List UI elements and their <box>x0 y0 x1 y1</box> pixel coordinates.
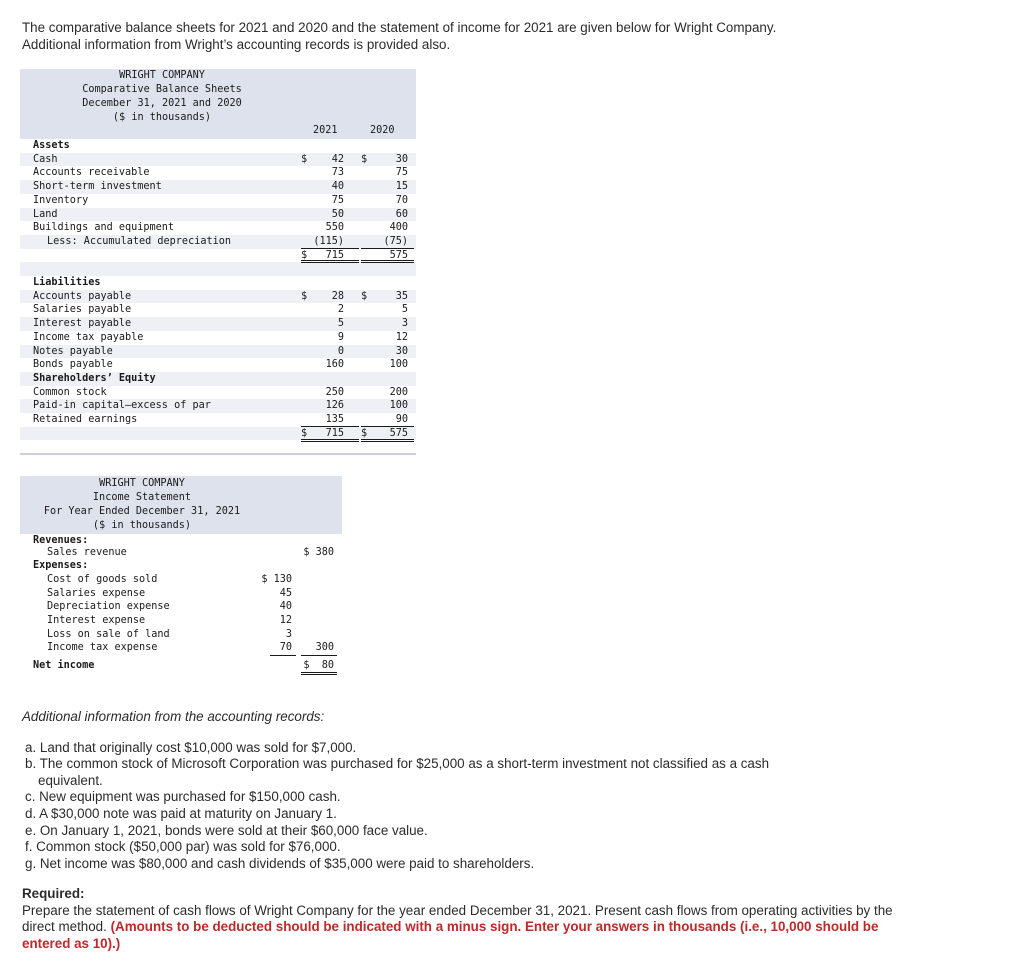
bs-row-label: Short-term investment <box>33 181 162 193</box>
bs-row <box>20 208 416 222</box>
is-row <box>20 546 342 560</box>
bs-row <box>20 166 416 180</box>
bs-dollar-2021: $ <box>301 153 308 165</box>
bs-title-company: WRIGHT COMPANY <box>119 70 205 81</box>
bs-row <box>20 317 416 331</box>
is-underline <box>301 674 337 675</box>
total-underline <box>361 248 414 249</box>
is-row <box>20 628 342 642</box>
bs-value-2021: 42 <box>331 153 344 165</box>
bs-row-label: Shareholders’ Equity <box>33 372 156 384</box>
bs-row-label: Common stock <box>33 386 107 398</box>
bs-value-2021: 28 <box>331 290 344 302</box>
total-underline <box>301 260 359 261</box>
bs-value-2021: 250 <box>325 386 344 398</box>
bs-dollar-2020: $ <box>361 427 368 439</box>
bs-value-2021: 126 <box>325 400 344 412</box>
bs-row <box>20 399 416 413</box>
is-underline <box>301 672 337 673</box>
bs-value-2020: 3 <box>401 318 408 330</box>
total-underline <box>301 441 359 442</box>
bs-row <box>20 153 416 167</box>
is-row <box>20 614 342 628</box>
is-value-total: $ 380 <box>303 547 334 558</box>
total-underline <box>361 439 414 440</box>
bs-row <box>20 290 416 304</box>
balance-sheet-header <box>20 69 416 139</box>
bs-value-2020: 400 <box>389 222 408 234</box>
bs-value-2021: 160 <box>325 359 344 371</box>
required-text-block <box>22 903 902 953</box>
is-row-label: Loss on sale of land <box>47 629 170 640</box>
bs-value-2020: 200 <box>389 386 408 398</box>
bs-value-2020: 35 <box>395 290 408 302</box>
bs-value-2020: 70 <box>395 194 408 206</box>
is-row <box>20 600 342 614</box>
bs-value-2021: 715 <box>325 427 344 439</box>
bs-value-2021: 50 <box>331 208 344 220</box>
bs-row-label: Land <box>33 208 58 220</box>
bs-value-2021: 135 <box>325 414 344 425</box>
required-emphasis: (Amounts to be deducted should be indicated with a minus sign. Enter your answers in thousands (i.e., 10,000 should be entered as 10).) <box>22 919 879 951</box>
bs-value-2020: 575 <box>389 249 408 261</box>
bs-row <box>20 358 416 372</box>
total-underline <box>301 439 359 440</box>
is-row-label: Income tax expense <box>47 642 158 653</box>
bs-dollar-2020: $ <box>361 290 368 302</box>
bs-row <box>20 180 416 194</box>
bs-row <box>20 194 416 208</box>
bs-title-units: ($ in thousands) <box>112 112 212 123</box>
bs-value-2021: 550 <box>325 222 344 234</box>
is-value-expense: 45 <box>279 588 292 599</box>
intro-line-1: The comparative balance sheets for 2021 and 2020 and the statement of income for 2021 are given below for Wright Company. <box>22 20 777 35</box>
is-row-label: Net income <box>33 660 95 671</box>
additional-item-b-wrap: equivalent. <box>38 772 103 788</box>
bs-row <box>20 345 416 359</box>
is-row-label: Cost of goods sold <box>47 574 158 585</box>
is-title-units: ($ in thousands) <box>92 520 192 531</box>
is-value-expense: 70 <box>279 642 292 653</box>
additional-item-b-cont <box>22 773 982 790</box>
intro-text <box>22 19 982 53</box>
is-underline <box>301 655 337 656</box>
bs-row-label: Inventory <box>33 194 89 206</box>
bs-value-2021: 75 <box>331 194 344 206</box>
additional-item-f: f. Common stock ($50,000 par) was sold for $76,000. <box>25 839 341 855</box>
col-header-2020: 2020 <box>370 125 395 136</box>
is-title-period: For Year Ended December 31, 2021 <box>43 506 241 517</box>
intro-line-2: Additional information from Wright’s accounting records is provided also. <box>22 37 451 52</box>
bs-title-date: December 31, 2021 and 2020 <box>82 98 242 109</box>
is-row-label: Expenses: <box>33 560 89 571</box>
total-underline <box>301 248 359 249</box>
additional-information <box>22 709 982 872</box>
bs-value-2021: 9 <box>337 331 344 343</box>
bs-value-2021: 0 <box>337 345 344 357</box>
bs-value-2020: 30 <box>395 345 408 357</box>
additional-item-e: e. On January 1, 2021, bonds were sold at their $60,000 face value. <box>25 822 428 838</box>
is-value-expense: 3 <box>285 629 292 640</box>
bs-value-2020: 15 <box>395 181 408 193</box>
is-row <box>20 587 342 601</box>
bs-row-label: Salaries payable <box>33 304 132 316</box>
bs-value-2021: 5 <box>337 318 344 330</box>
additional-item-c: c. New equipment was purchased for $150,000 cash. <box>25 789 341 805</box>
bs-row-label: Liabilities <box>33 277 101 288</box>
required-text: Prepare the statement of cash flows of Wright Company for the year ended December 31, 2021. Present cash flows from operating activities by the direct method. <box>22 902 893 935</box>
bs-value-2021: 2 <box>337 304 344 316</box>
bs-value-2021: 73 <box>331 167 344 179</box>
bs-value-2020: 100 <box>389 400 408 412</box>
bs-row <box>20 372 416 386</box>
additional-item-a: a. Land that originally cost $10,000 was sold for $7,000. <box>25 739 357 755</box>
bs-dollar-2021: $ <box>301 290 308 302</box>
bs-value-2020: 5 <box>401 304 408 316</box>
bs-value-2020: 90 <box>395 414 408 425</box>
bs-row-label: Bonds payable <box>33 359 113 371</box>
bs-value-2020: (75) <box>383 235 408 247</box>
bs-row-label: Paid-in capital—excess of par <box>33 400 211 412</box>
bs-row <box>20 276 416 290</box>
bs-value-2021: 715 <box>325 249 344 261</box>
is-value-expense: 40 <box>279 601 292 612</box>
bs-value-2021: (115) <box>313 235 344 247</box>
bs-value-2020: 60 <box>395 208 408 220</box>
total-underline <box>361 441 414 442</box>
is-underline <box>270 655 296 656</box>
is-value-total: 300 <box>315 642 334 653</box>
is-row-label: Sales revenue <box>47 547 127 558</box>
bs-value-2021: 40 <box>331 181 344 193</box>
is-row-label: Depreciation expense <box>47 601 170 612</box>
bs-row <box>20 427 416 441</box>
bs-row-label: Assets <box>33 140 70 151</box>
bs-dollar-2021: $ <box>301 249 308 261</box>
is-value-expense: 12 <box>279 615 292 626</box>
balance-sheet-table <box>20 69 416 455</box>
bs-value-2020: 75 <box>395 167 408 179</box>
bs-title-name: Comparative Balance Sheets <box>82 84 242 95</box>
required-section <box>22 886 902 952</box>
bs-row-label: Accounts payable <box>33 290 132 302</box>
required-heading: Required: <box>22 886 85 901</box>
bs-row <box>20 386 416 400</box>
bs-row <box>20 262 416 276</box>
is-row <box>20 641 342 655</box>
bs-row-label: Notes payable <box>33 345 113 357</box>
bs-dollar-2020: $ <box>361 153 368 165</box>
total-underline <box>301 426 359 427</box>
bs-row <box>20 139 416 153</box>
is-value-expense: $ 130 <box>261 574 292 585</box>
bs-row-label: Income tax payable <box>33 331 144 343</box>
bs-row-label: Accounts receivable <box>33 167 150 179</box>
is-title-name: Income Statement <box>92 492 192 503</box>
total-underline <box>361 262 414 263</box>
is-title-company: WRIGHT COMPANY <box>99 478 185 489</box>
bs-row <box>20 413 416 427</box>
bs-row <box>20 331 416 345</box>
total-underline <box>361 260 414 261</box>
bs-value-2020: 30 <box>395 153 408 165</box>
balance-sheet-bottom-rule <box>20 453 416 455</box>
bs-value-2020: 575 <box>389 427 408 439</box>
additional-heading: Additional information from the accounting records: <box>22 709 325 724</box>
bs-row-label: Less: Accumulated depreciation <box>47 235 232 247</box>
is-value-total: $ 80 <box>303 660 334 671</box>
is-row <box>20 659 342 673</box>
bs-row-label: Cash <box>33 153 58 165</box>
bs-value-2020: 12 <box>395 331 408 343</box>
additional-item-d: d. A $30,000 note was paid at maturity on January 1. <box>25 805 337 821</box>
total-underline <box>301 262 359 263</box>
total-underline <box>361 426 414 427</box>
bs-row <box>20 221 416 235</box>
is-row-label: Revenues: <box>33 535 89 546</box>
income-statement-header <box>20 476 342 534</box>
is-row <box>20 573 342 587</box>
additional-item-g: g. Net income was $80,000 and cash dividends of $35,000 were paid to shareholders. <box>25 855 535 871</box>
bs-value-2020: 100 <box>389 359 408 371</box>
is-row <box>20 559 342 573</box>
income-statement-table <box>20 476 342 686</box>
bs-row-label: Interest payable <box>33 318 132 330</box>
is-row-label: Salaries expense <box>47 588 146 599</box>
bs-row-label: Buildings and equipment <box>33 222 175 234</box>
bs-row-label: Retained earnings <box>33 414 138 425</box>
bs-dollar-2021: $ <box>301 427 308 439</box>
additional-item-b: b. The common stock of Microsoft Corporation was purchased for $25,000 as a short-term investment not classified as a cash <box>25 756 770 772</box>
bs-row <box>20 235 416 249</box>
is-row-label: Interest expense <box>47 615 146 626</box>
col-header-2021: 2021 <box>313 125 338 136</box>
bs-row <box>20 303 416 317</box>
